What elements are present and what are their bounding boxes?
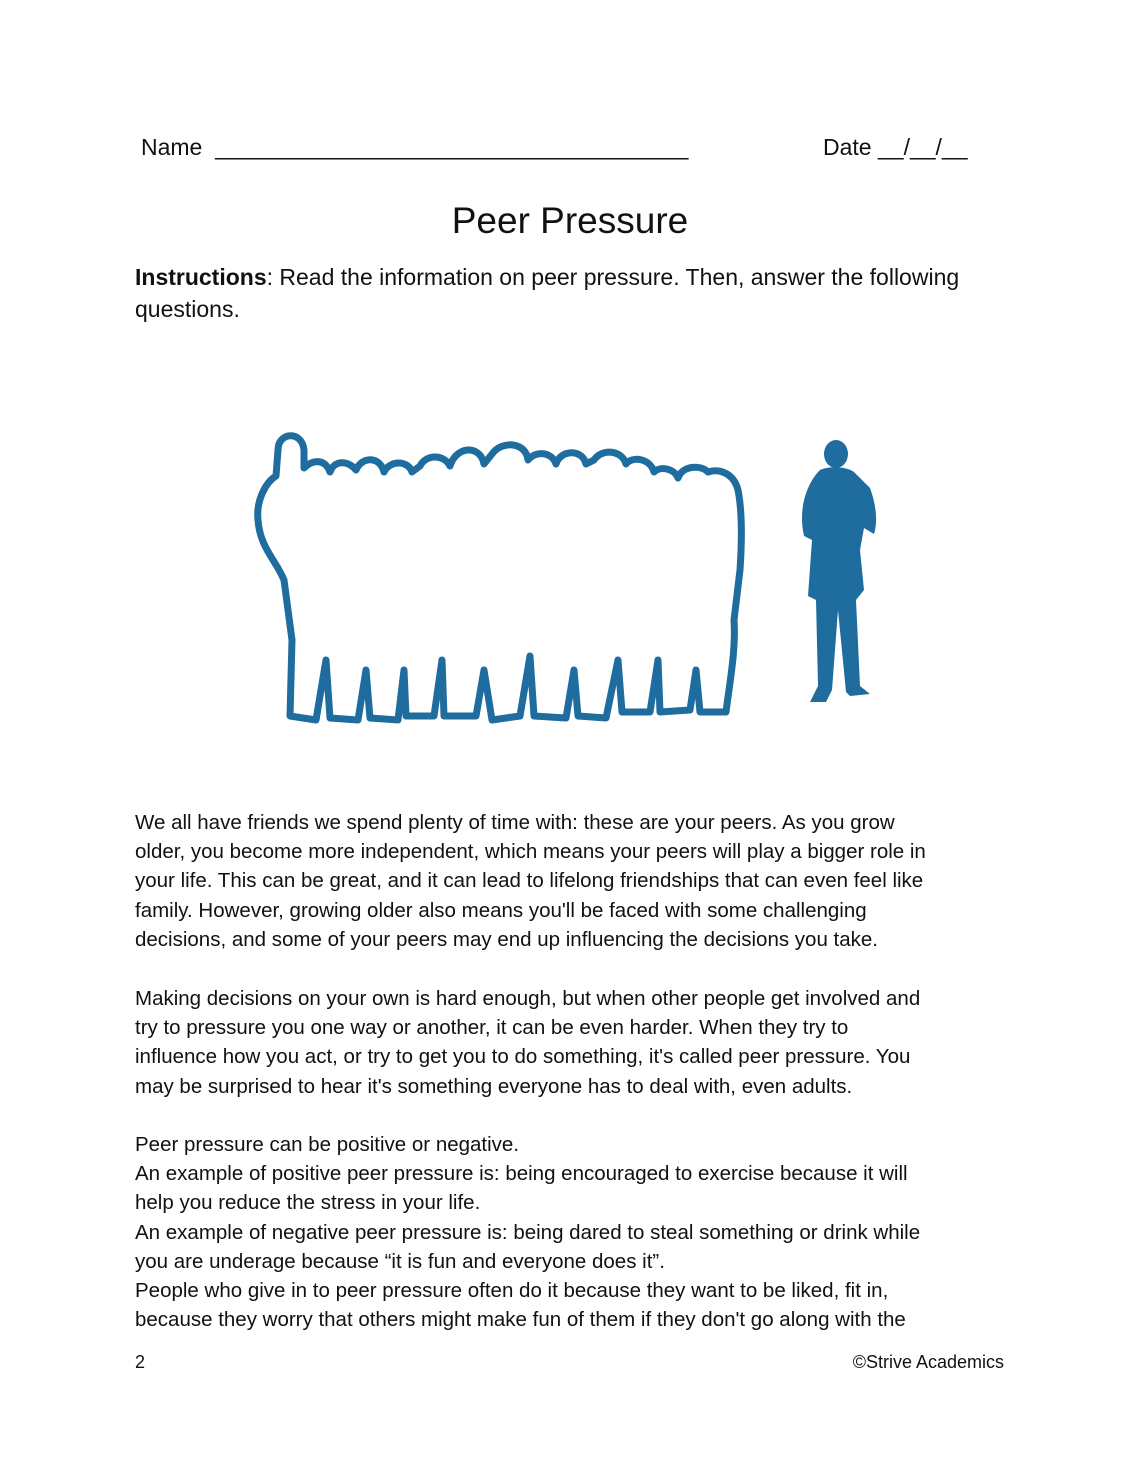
text-line: may be surprised to hear it's something everyone has to deal with, even adults. (135, 1074, 853, 1098)
text-line: An example of negative peer pressure is: being dared to steal something or drink while (135, 1220, 921, 1244)
text-line: We all have friends we spend plenty of time with: these are your peers. As you grow (135, 811, 895, 834)
date-blank[interactable]: __/__/__ (877, 134, 968, 160)
date-field (823, 134, 968, 161)
instructions-label: Instructions (135, 264, 267, 290)
text-line: Peer pressure can be positive or negative. (135, 1133, 520, 1156)
text-line: People who give in to peer pressure often do it because they want to be liked, fit in, (135, 1279, 889, 1303)
name-blank[interactable]: _____________________________________ (215, 134, 689, 160)
text-line: family. However, growing older also means you'll be faced with some challenging (135, 898, 867, 922)
text-line: your life. This can be great, and it can lead to lifelong friendships that can even feel like (135, 869, 924, 893)
text-line: influence how you act, or try to get you to do something, it's called peer pressure. You (135, 1045, 911, 1069)
text-line: you are underage because “it is fun and everyone does it”. (135, 1249, 665, 1273)
copyright: ©Strive Academics (852, 1352, 1004, 1372)
page-title: Peer Pressure (451, 200, 689, 241)
text-line: help you reduce the stress in your life. (135, 1191, 481, 1215)
instructions (135, 261, 1025, 325)
text-line: An example of positive peer pressure is: being encouraged to exercise because it will (135, 1162, 908, 1186)
name-field (141, 134, 688, 161)
paragraph-3 (135, 1130, 1035, 1334)
page-number: 2 (135, 1352, 146, 1372)
text-line: Making decisions on your own is hard enough, but when other people get involved and (135, 987, 921, 1010)
text-line: decisions, and some of your peers may end up influencing the decisions you take. (135, 927, 878, 951)
date-label: Date (823, 134, 872, 160)
paragraph-2 (135, 984, 1035, 1101)
text-line: try to pressure you one way or another, it can be even harder. When they try to (135, 1016, 849, 1040)
text-line: older, you become more independent, which means your peers will play a bigger role in (135, 840, 926, 864)
paragraph-1 (135, 808, 1035, 954)
name-label: Name (141, 134, 203, 160)
group-vs-individual-silhouette-icon (230, 420, 910, 740)
text-line: because they worry that others might make fun of them if they don't go along with the (135, 1308, 906, 1332)
instructions-text: : Read the information on peer pressure. Then, answer the following questions. (135, 264, 960, 322)
